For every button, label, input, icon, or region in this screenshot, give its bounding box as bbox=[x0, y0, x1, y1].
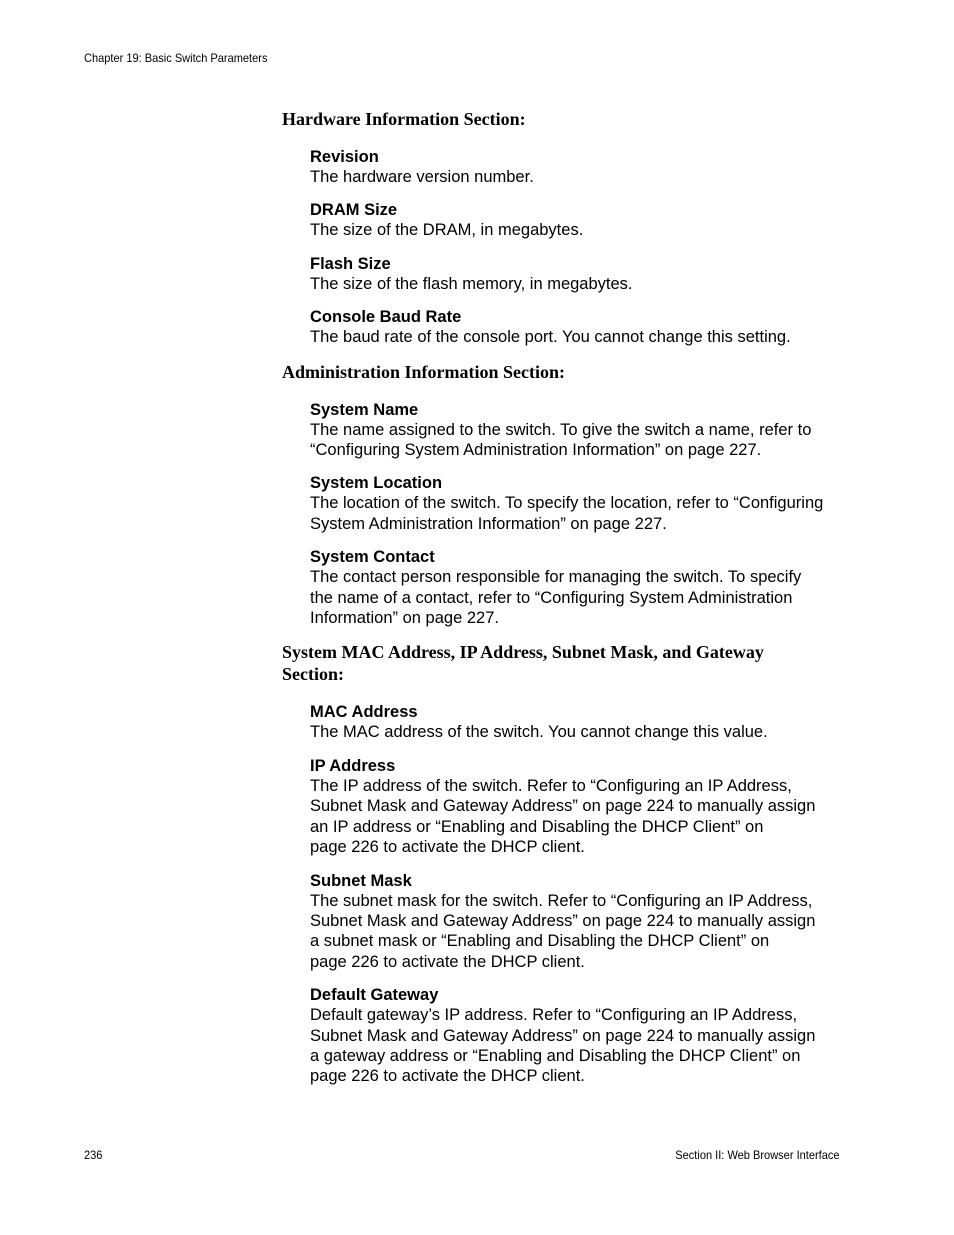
administration-information-section bbox=[282, 361, 842, 629]
definition-description: The subnet mask for the switch. Refer to “Configuring an IP Address, Subnet Mask and Gateway Address” on page 224 to manually assign a subnet mask or “Enabling and Disabling the DHCP Client” on page 226 to activate the DHCP client. bbox=[310, 891, 816, 971]
definition-item-mac-address bbox=[310, 702, 850, 742]
definition-description: The baud rate of the console port. You cannot change this setting. bbox=[310, 328, 791, 347]
definition-item-system-contact bbox=[310, 547, 850, 628]
definition-item-default-gateway bbox=[310, 985, 850, 1087]
definition-description: The name assigned to the switch. To give the switch a name, refer to “Configuring System Administration Information” on page 227. bbox=[310, 420, 812, 460]
definition-description: The contact person responsible for managing the switch. To specify the name of a contact, refer to “Configuring System Administration Information” on page 227. bbox=[310, 568, 802, 628]
definition-description: Default gateway’s IP address. Refer to “Configuring an IP Address, Subnet Mask and Gateway Address” on page 224 to manually assign a gateway address or “Enabling and Disabling the DHCP Client” on page 226 to activate the DHCP client. bbox=[310, 1006, 816, 1086]
section-heading: Administration Information Section: bbox=[282, 361, 565, 382]
definition-term: System Contact bbox=[310, 548, 435, 567]
network-address-section bbox=[282, 641, 842, 1086]
running-footer-section: Section II: Web Browser Interface bbox=[675, 1148, 840, 1162]
definition-description: The size of the DRAM, in megabytes. bbox=[310, 221, 584, 240]
definition-item-subnet-mask bbox=[310, 871, 850, 973]
definition-description: The IP address of the switch. Refer to “Configuring an IP Address, Subnet Mask and Gateway Address” on page 224 to manually assign an IP address or “Enabling and Disabling the DHCP Client” on page 226 to activate the DHCP client. bbox=[310, 776, 816, 857]
definition-term: System Location bbox=[310, 474, 443, 493]
hardware-information-section bbox=[282, 108, 842, 348]
definition-list bbox=[310, 702, 850, 1086]
section-heading: System MAC Address, IP Address, Subnet Mask, and Gateway Section: bbox=[282, 642, 764, 685]
definition-list bbox=[310, 147, 850, 348]
definition-term: Revision bbox=[310, 148, 379, 166]
definition-item-console-baud-rate bbox=[310, 307, 850, 347]
definition-item-dram-size bbox=[310, 200, 850, 240]
definition-description: The hardware version number. bbox=[310, 168, 534, 186]
page-content bbox=[282, 108, 842, 1100]
definition-term: Subnet Mask bbox=[310, 871, 412, 890]
definition-term: DRAM Size bbox=[310, 201, 398, 220]
definition-item-system-name bbox=[310, 400, 850, 461]
definition-term: System Name bbox=[310, 400, 419, 419]
page-number: 236 bbox=[84, 1148, 103, 1162]
definition-description: The size of the flash memory, in megabytes. bbox=[310, 274, 633, 293]
definition-description: The MAC address of the switch. You cannot change this value. bbox=[310, 723, 768, 742]
definition-term: Console Baud Rate bbox=[310, 308, 462, 327]
definition-description: The location of the switch. To specify the location, refer to “Configuring System Administration Information” on page 227. bbox=[310, 494, 824, 533]
definition-item-system-location bbox=[310, 473, 850, 534]
running-header: Chapter 19: Basic Switch Parameters bbox=[84, 51, 268, 65]
definition-term: IP Address bbox=[310, 756, 396, 775]
definition-term: MAC Address bbox=[310, 703, 418, 722]
section-heading: Hardware Information Section: bbox=[282, 109, 526, 129]
definition-item-ip-address bbox=[310, 756, 850, 858]
definition-item-flash-size bbox=[310, 254, 850, 294]
definition-item-revision bbox=[310, 147, 850, 187]
definition-list bbox=[310, 400, 850, 629]
definition-term: Flash Size bbox=[310, 254, 391, 273]
definition-term: Default Gateway bbox=[310, 986, 439, 1005]
